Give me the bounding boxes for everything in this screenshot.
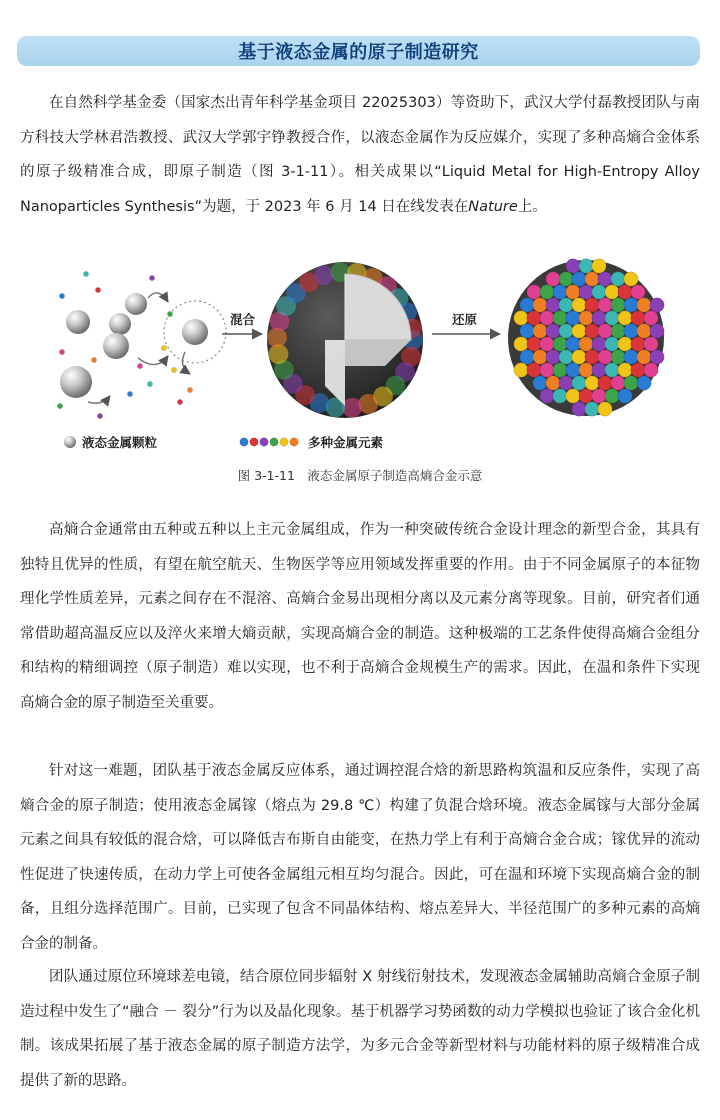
alloy-atom <box>598 298 612 312</box>
legend-element-dot <box>240 438 248 446</box>
alloy-atom <box>546 272 560 286</box>
alloy-atom <box>566 285 580 299</box>
alloy-atom <box>553 363 567 377</box>
alloy-atom <box>624 350 638 364</box>
alloy-atom <box>540 389 554 403</box>
alloy-atom <box>585 350 599 364</box>
alloy-atom <box>514 363 528 377</box>
alloy-atom <box>631 311 645 325</box>
alloy-atom <box>611 272 625 286</box>
element-dot <box>187 387 192 392</box>
alloy-atom <box>605 337 619 351</box>
alloy-atom <box>579 389 593 403</box>
alloy-atom <box>546 324 560 338</box>
alloy-atom <box>592 363 606 377</box>
mixed-sphere <box>267 262 423 418</box>
liquid-metal-particle <box>103 333 129 359</box>
legend-element-dot <box>250 438 258 446</box>
motion-arrow <box>138 356 168 365</box>
alloy-atom <box>546 376 560 390</box>
alloy-atom <box>572 272 586 286</box>
alloy-atom <box>624 324 638 338</box>
alloy-atom <box>592 259 606 273</box>
alloy-atom <box>637 298 651 312</box>
liquid-metal-particle <box>109 313 131 335</box>
alloy-atom <box>566 363 580 377</box>
paragraph-intro-text: 在自然科学基金委（国家杰出青年科学基金项目 22025303）等资助下，武汉大学付磊教授团队与南方科技大学林君浩教授、武汉大学郭宇铮教授合作，以液态金属作为反应媒介，实现了多种高熵合金体系的原子级精准合成，即原子制造（图 3-1-11）。相关成果以“Liquid Metal for High-Entropy Alloy Nanoparticles Synthesis”为题，于 2023 年 6 月 14 日在线发表在 <box>20 95 700 215</box>
liquid-metal-particle <box>60 366 92 398</box>
alloy-atom <box>572 298 586 312</box>
alloy-atom <box>566 259 580 273</box>
alloy-atom <box>527 337 541 351</box>
element-dot <box>57 403 62 408</box>
alloy-atom <box>579 259 593 273</box>
alloy-atom <box>585 272 599 286</box>
element-dot <box>177 399 182 404</box>
element-dot <box>127 391 132 396</box>
element-dot <box>59 349 64 354</box>
legend-element-dot <box>290 438 298 446</box>
element-dot <box>149 275 154 280</box>
figure-caption: 图 3-1-11 液态金属原子制造高熵合金示意 <box>237 468 483 483</box>
alloy-atom <box>624 298 638 312</box>
alloy-atom <box>553 311 567 325</box>
alloy-atom <box>631 285 645 299</box>
alloy-atom <box>527 311 541 325</box>
alloy-atom <box>598 350 612 364</box>
element-dot <box>147 381 152 386</box>
alloy-atom <box>533 350 547 364</box>
alloy-atom <box>592 285 606 299</box>
alloy-atom <box>637 376 651 390</box>
alloy-atom <box>579 337 593 351</box>
alloy-atom <box>618 337 632 351</box>
alloy-atom <box>611 324 625 338</box>
alloy-atom <box>650 298 664 312</box>
legend-liquid-metal-icon <box>64 436 76 448</box>
alloy-atom <box>611 298 625 312</box>
motion-arrow <box>148 293 168 302</box>
alloy-atom <box>611 350 625 364</box>
alloy-atom <box>553 337 567 351</box>
alloy-atom <box>650 324 664 338</box>
alloy-atom <box>546 350 560 364</box>
alloy-atom <box>598 402 612 416</box>
alloy-atom <box>559 298 573 312</box>
alloy-atom <box>553 389 567 403</box>
alloy-atom <box>650 350 664 364</box>
alloy-atom <box>553 285 567 299</box>
alloy-atom <box>585 324 599 338</box>
alloy-atom <box>592 389 606 403</box>
alloy-atom <box>585 376 599 390</box>
legend-element-dot <box>270 438 278 446</box>
alloy-atom <box>618 311 632 325</box>
element-dot <box>97 413 102 418</box>
alloy-atom <box>618 389 632 403</box>
alloy-atom <box>546 298 560 312</box>
alloy-atom <box>631 363 645 377</box>
alloy-atom <box>598 376 612 390</box>
alloy-atom <box>585 402 599 416</box>
motion-arrow <box>88 396 110 403</box>
alloy-atom <box>559 272 573 286</box>
alloy-atom <box>572 350 586 364</box>
alloy-atom <box>605 285 619 299</box>
element-dot <box>171 367 176 372</box>
alloy-atom <box>540 337 554 351</box>
legend-elements: 多种金属元素 <box>308 435 384 450</box>
element-dot <box>167 311 172 316</box>
alloy-atom <box>527 363 541 377</box>
alloy-atom <box>566 311 580 325</box>
paragraph-findings: 团队通过原位环境球差电镜，结合原位同步辐射 X 射线衍射技术，发现液态金属辅助高熵合金原子制造过程中发生了“融合 － 裂分”行为以及晶化现象。基于机器学习势函数的动力学模拟也验证了该合金化机制。该成果拓展了基于液态金属的原子制造方法学，为多元合金等新型材料与功能材料的原子级精准合成提供了新的思路。 <box>20 969 700 1089</box>
paragraph-intro-end: 上。 <box>517 198 547 215</box>
paragraph-method: 针对这一难题，团队基于液态金属反应体系，通过调控混合焓的新思路构筑温和反应条件，实现了高熵合金的原子制造；使用液态金属镓（熔点为 29.8 ℃）构建了负混合焓环境。液态金属镓与大部分金属元素之间具有较低的混合焓，可以降低吉布斯自由能变，在热力学上有利于高熵合金合成；镓优异的流动性促进了快速传质，在动力学上可使各金属组元相互均匀混合。因此，可在温和环境下实现高熵合金的制备，且组分选择范围广。目前，已实现了包含不同晶体结构、熔点差异大、半径范围广的多种元素的高熵合金的制备。 <box>20 763 700 952</box>
element-dot <box>161 345 166 350</box>
alloy-atom <box>559 324 573 338</box>
alloy-atom <box>644 363 658 377</box>
liquid-metal-particles <box>57 271 226 418</box>
alloy-atom <box>579 285 593 299</box>
element-dot <box>83 271 88 276</box>
alloy-atom <box>644 311 658 325</box>
alloy-atom <box>533 298 547 312</box>
high-entropy-alloy-sphere <box>508 259 664 416</box>
alloy-atom <box>540 311 554 325</box>
alloy-atom <box>520 298 534 312</box>
liquid-metal-particle <box>182 319 208 345</box>
alloy-atom <box>540 363 554 377</box>
alloy-atom <box>618 285 632 299</box>
alloy-atom <box>579 363 593 377</box>
alloy-atom <box>598 272 612 286</box>
alloy-atom <box>540 285 554 299</box>
alloy-atom <box>572 402 586 416</box>
journal-name: Nature <box>468 198 518 215</box>
page-title: 基于液态金属的原子制造研究 <box>238 42 479 63</box>
alloy-atom <box>533 376 547 390</box>
element-dot <box>95 287 100 292</box>
paragraph-background: 高熵合金通常由五种或五种以上主元金属组成，作为一种突破传统合金设计理念的新型合金，其具有独特且优异的性质，有望在航空航天、生物医学等应用领域发挥重要的作用。由于不同金属原子的本征物理化学性质差异，元素之间存在不混溶、高熵合金易出现相分离以及元素分离等现象。目前，研究者们通常借助超高温反应以及淬火来增大熵贡献，实现高熵合金的制造。这种极端的工艺条件使得高熵合金组分和结构的精细调控（原子制造）难以实现，也不利于高熵合金规模生产的需求。因此，在温和条件下实现高熵合金的原子制造至关重要。 <box>20 522 700 711</box>
element-dot <box>137 363 142 368</box>
alloy-atom <box>533 324 547 338</box>
alloy-atom <box>624 376 638 390</box>
alloy-atom <box>631 337 645 351</box>
element-dot <box>59 293 64 298</box>
element-dot <box>91 357 96 362</box>
alloy-atom <box>624 272 638 286</box>
alloy-atom <box>559 350 573 364</box>
alloy-atom <box>566 389 580 403</box>
alloy-atom <box>572 324 586 338</box>
alloy-atom <box>514 311 528 325</box>
alloy-atom <box>598 324 612 338</box>
alloy-atom <box>585 298 599 312</box>
mixing-label: 混合 <box>230 312 256 327</box>
reduction-label: 还原 <box>452 312 478 327</box>
legend-element-dots <box>240 438 298 446</box>
legend-liquid-metal: 液态金属颗粒 <box>82 435 158 450</box>
paragraph-intro <box>20 86 700 224</box>
alloy-atom <box>566 337 580 351</box>
alloy-atom <box>579 311 593 325</box>
alloy-atom <box>514 337 528 351</box>
alloy-atom <box>559 376 573 390</box>
figure-schematic <box>40 256 680 456</box>
liquid-metal-particle <box>66 310 90 334</box>
alloy-atom <box>605 363 619 377</box>
liquid-metal-particle <box>125 293 147 315</box>
title-bar <box>17 36 700 66</box>
legend-element-dot <box>280 438 288 446</box>
alloy-atom <box>605 311 619 325</box>
alloy-atom <box>611 376 625 390</box>
alloy-atom <box>520 324 534 338</box>
alloy-atom <box>527 285 541 299</box>
alloy-atom <box>644 337 658 351</box>
alloy-atom <box>520 350 534 364</box>
legend-element-dot <box>260 438 268 446</box>
alloy-atom <box>637 324 651 338</box>
alloy-atom <box>605 389 619 403</box>
motion-arrow <box>182 352 190 374</box>
alloy-atom <box>592 311 606 325</box>
alloy-atom <box>618 363 632 377</box>
alloy-atom <box>592 337 606 351</box>
alloy-atom <box>637 350 651 364</box>
alloy-atom <box>572 376 586 390</box>
